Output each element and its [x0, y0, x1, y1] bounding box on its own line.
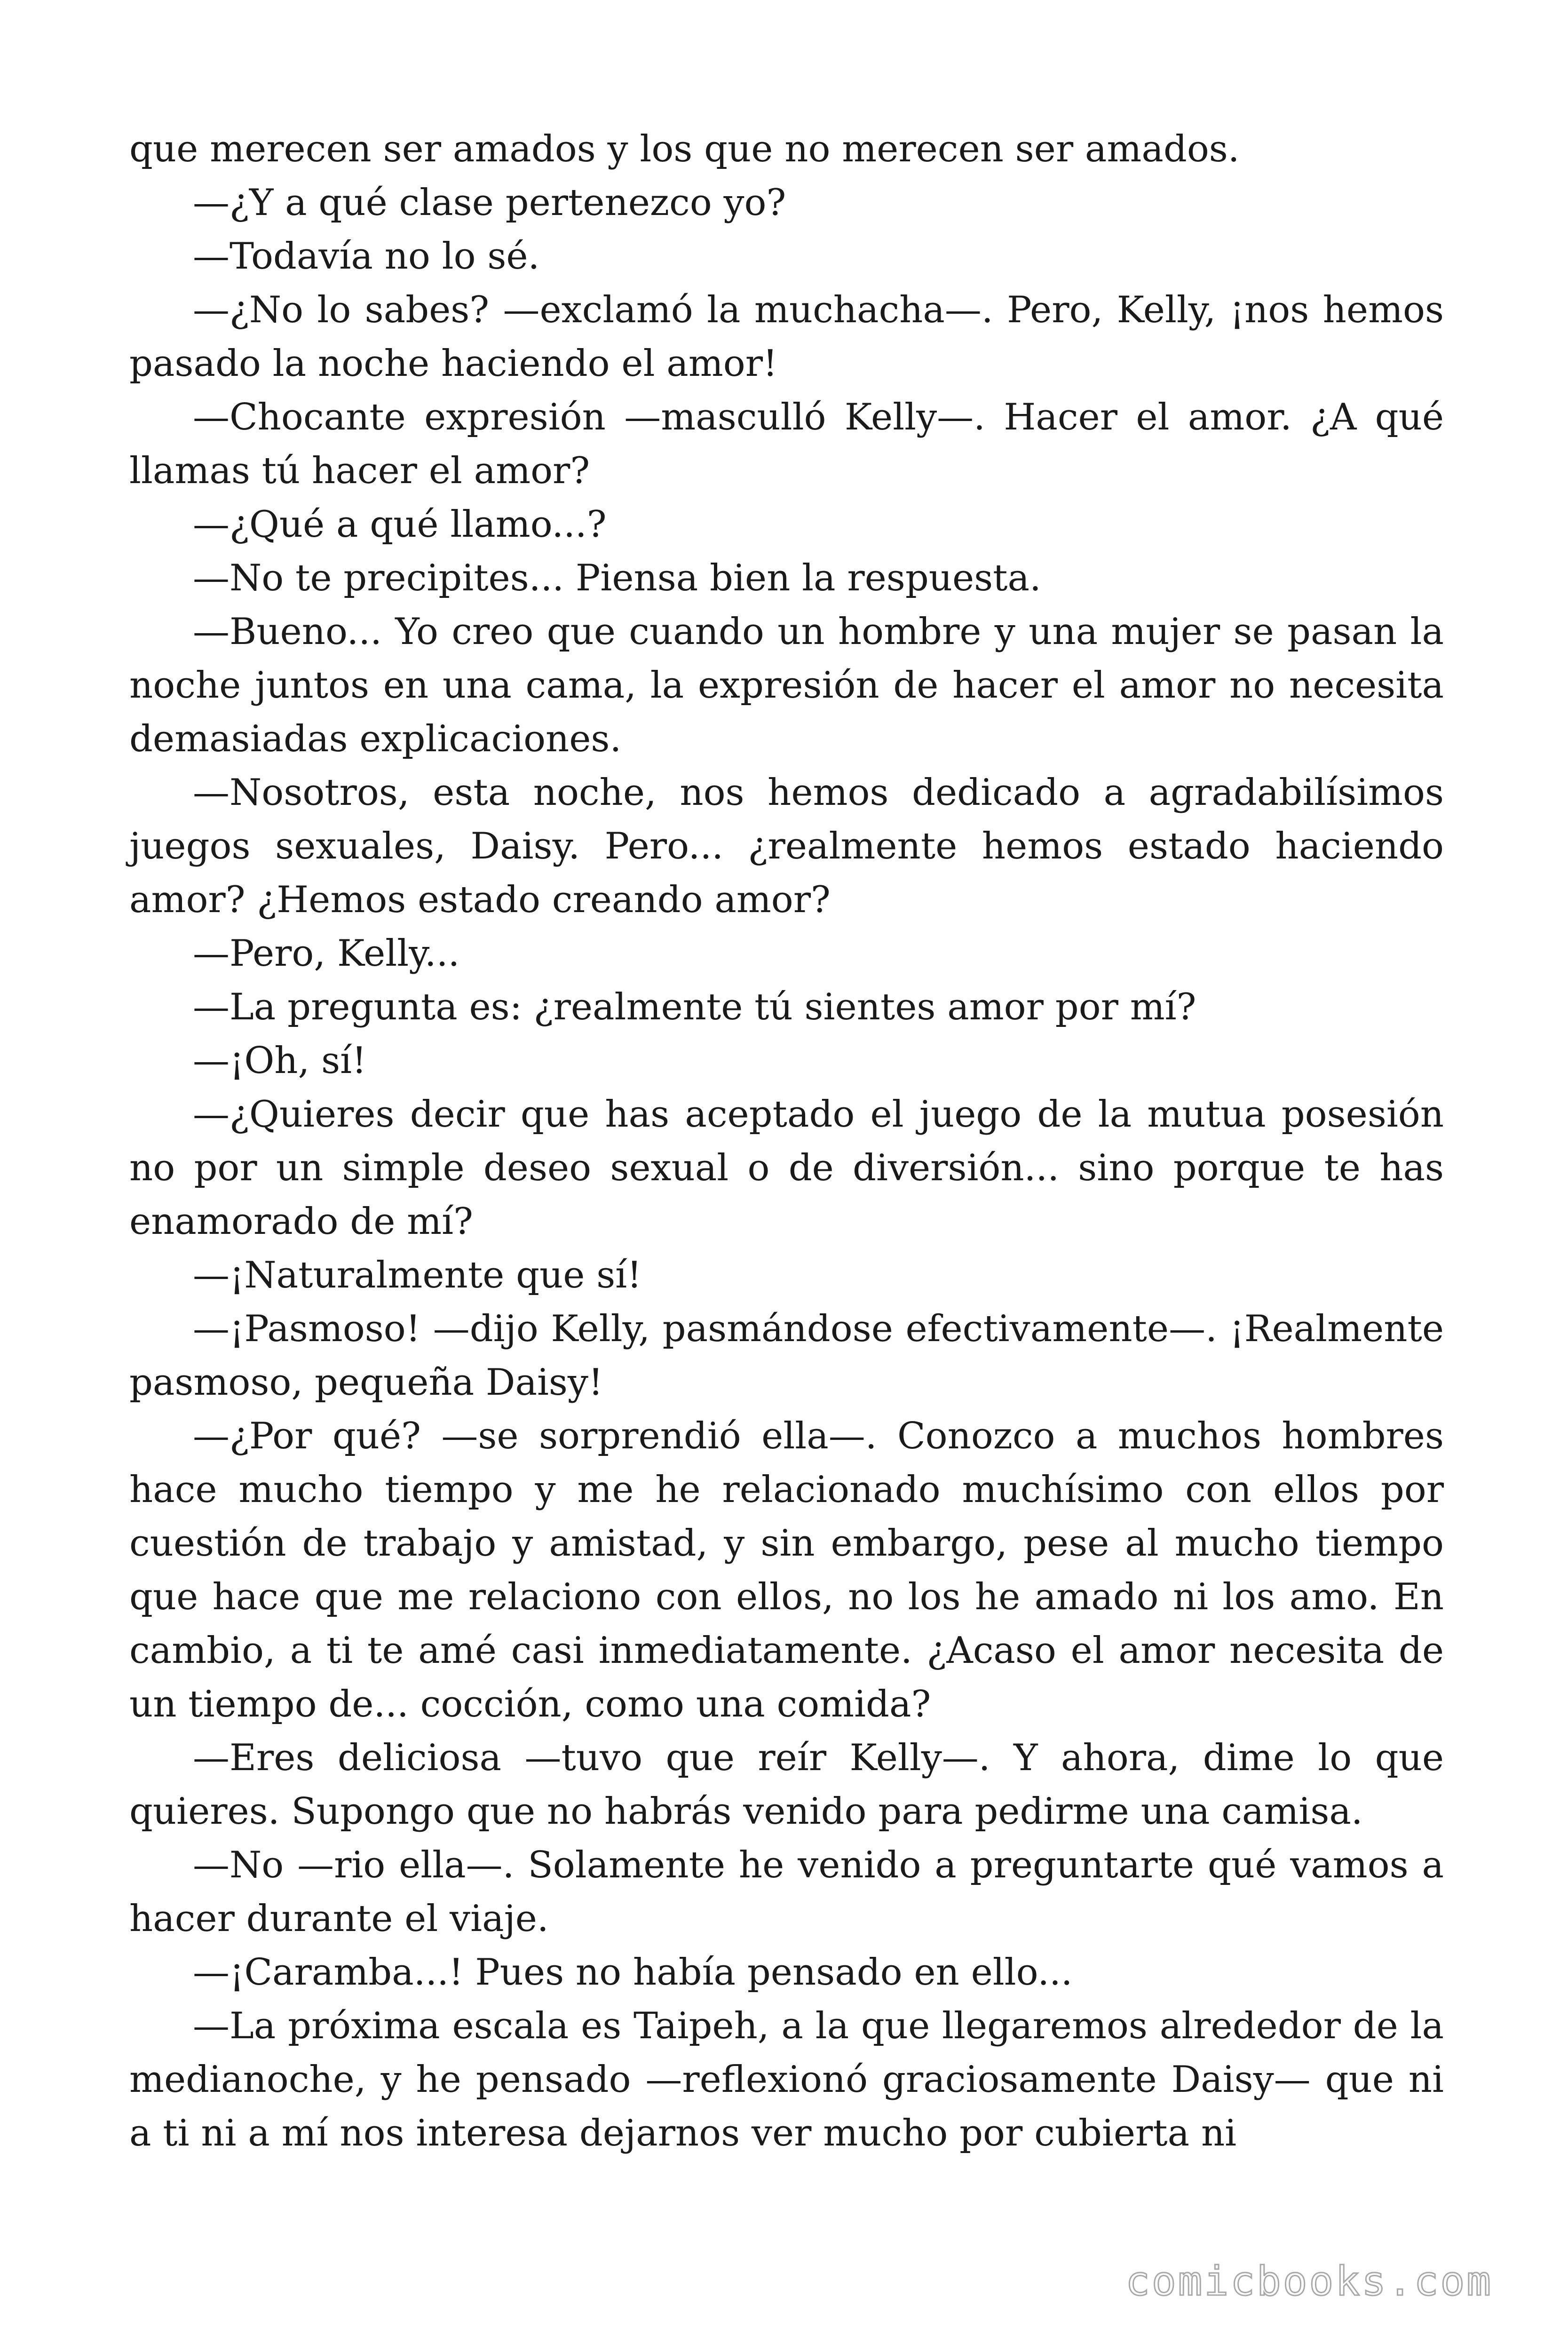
paragraph: —Bueno... Yo creo que cuando un hombre y una mujer se pasan la noche juntos en una cama, la expresión de hacer el amor no necesita demasiadas explicaciones.	[129, 611, 1444, 760]
paragraph: —No —rio ella—. Solamente he venido a preguntarte qué vamos a hacer durante el viaje.	[129, 1844, 1444, 1940]
paragraph: —¿Qué a qué llamo...?	[193, 503, 607, 546]
paragraph: —¿Por qué? —se sorprendió ella—. Conozco a muchos hombres hace mucho tiempo y me he relacionado muchísimo con ellos por cuestión de trabajo y amistad, y sin embargo, pese al mucho tiempo que hace que me relaciono con ellos, no los he amado ni los amo. En cambio, a ti te amé casi inmediatamente. ¿Acaso el amor necesita de un tiempo de... cocción, como una comida?	[129, 1415, 1444, 1725]
paragraph: —¡Oh, sí!	[193, 1040, 367, 1082]
paragraph: —Todavía no lo sé.	[193, 235, 540, 278]
paragraph: —¡Caramba...! Pues no había pensado en ello...	[193, 1951, 1073, 1994]
paragraph: —¿No lo sabes? —exclamó la muchacha—. Pero, Kelly, ¡nos hemos pasado la noche haciendo el amor!	[129, 289, 1444, 385]
paragraph: que merecen ser amados y los que no merecen ser amados.	[129, 128, 1240, 170]
paragraph: —¿Quieres decir que has aceptado el juego de la mutua posesión no por un simple deseo sexual o de diversión... sino porque te has enamorado de mí?	[129, 1093, 1444, 1243]
paragraph: —Chocante expresión —masculló Kelly—. Hacer el amor. ¿A qué llamas tú hacer el amor?	[129, 396, 1444, 492]
paragraph: —¡Naturalmente que sí!	[193, 1254, 642, 1296]
paragraph: —¡Pasmoso! —dijo Kelly, pasmándose efectivamente—. ¡Realmente pasmoso, pequeña Daisy!	[129, 1308, 1444, 1404]
paragraph: —La pregunta es: ¿realmente tú sientes amor por mí?	[193, 986, 1196, 1028]
body-text	[129, 122, 1444, 2160]
paragraph: —La próxima escala es Taipeh, a la que llegaremos alrededor de la medianoche, y he pensado —reflexionó graciosamente Daisy— que ni a ti ni a mí nos interesa dejarnos ver mucho por cubierta ni	[129, 2005, 1444, 2154]
paragraph: —Nosotros, esta noche, nos hemos dedicado a agradabilísimos juegos sexuales, Daisy. Pero... ¿realmente hemos estado haciendo amor? ¿Hemos estado creando amor?	[129, 771, 1444, 921]
paragraph: —Pero, Kelly...	[193, 932, 460, 975]
paragraph: —Eres deliciosa —tuvo que reír Kelly—. Y ahora, dime lo que quieres. Supongo que no habrás venido para pedirme una camisa.	[129, 1737, 1444, 1833]
paragraph: —No te precipites... Piensa bien la respuesta.	[193, 557, 1041, 599]
watermark: comicbooks.com	[1125, 2258, 1493, 2305]
paragraph: —¿Y a qué clase pertenezco yo?	[193, 182, 786, 224]
